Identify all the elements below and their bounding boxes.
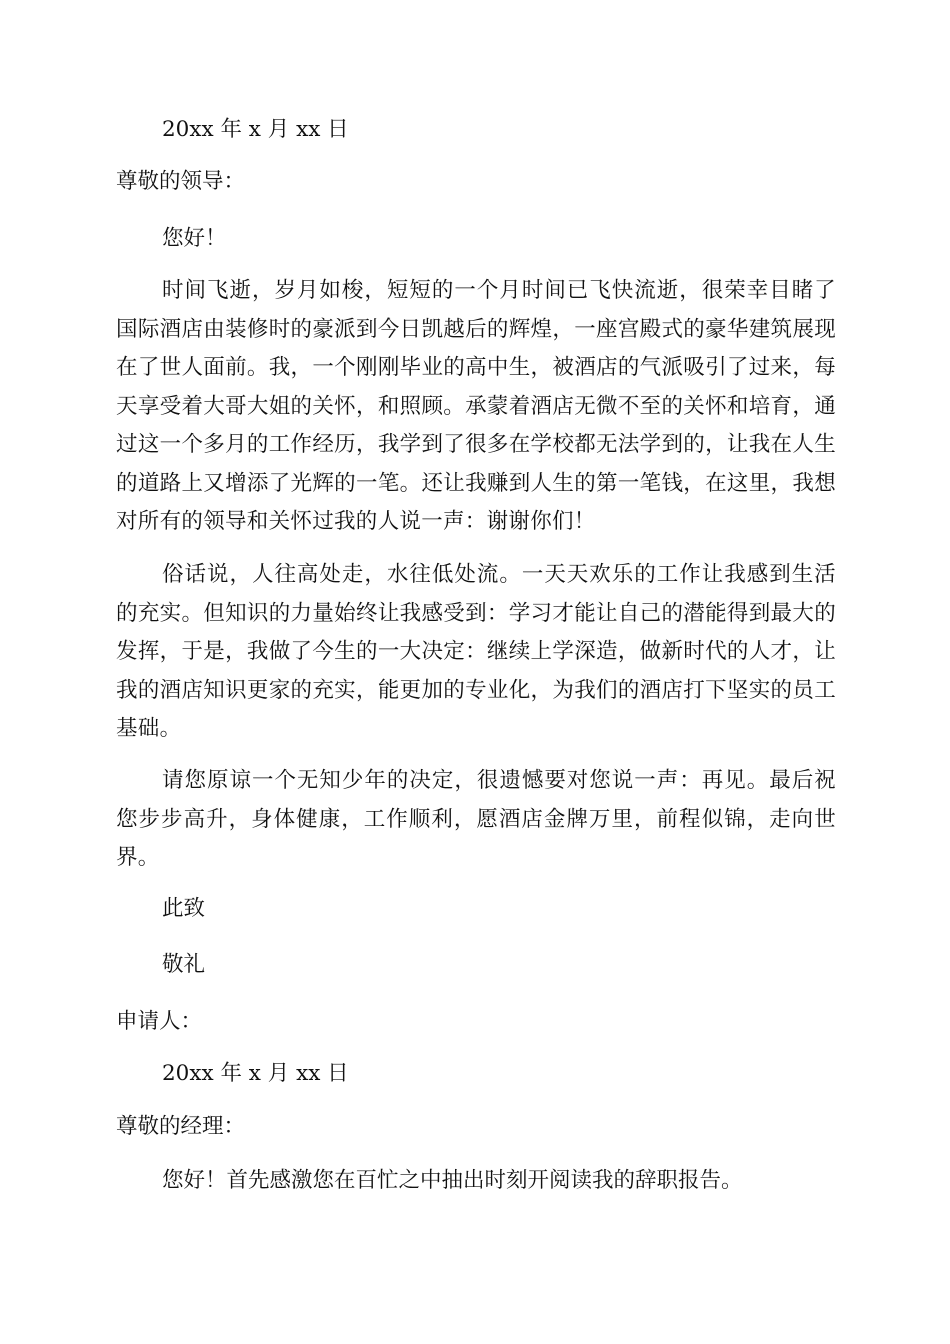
letter1-paragraph-1: 时间飞逝，岁月如梭，短短的一个月时间已飞快流逝，很荣幸目睹了国际酒店由装修时的豪派到今日凯越后的辉煌，一座宫殿式的豪华建筑展现在了世人面前。我，一个刚刚毕业的高中生，被酒店的气派吸引了过来，每天享受着大哥大姐的关怀，和照顾。承蒙着酒店无微不至的关怀和培育，通过这一个多月的工作经历，我学到了很多在学校都无法学到的，让我在人生的道路上又增添了光辉的一笔。还让我赚到人生的第一笔钱，在这里，我想对所有的领导和关怀过我的人说一声：谢谢你们！ xyxy=(116,278,836,534)
letter2-greeting: 您好！首先感激您在百忙之中抽出时刻开阅读我的辞职报告。 xyxy=(162,1168,743,1193)
letter2-salutation: 尊敬的经理： xyxy=(116,1114,246,1139)
letter1-paragraph-2: 俗话说，人往高处走，水往低处流。一天天欢乐的工作让我感到生活的充实。但知识的力量始终让我感受到：学习才能让自己的潜能得到最大的发挥，于是，我做了今生的一大决定：继续上学深造，做新时代的人才，让我的酒店知识更家的充实，能更加的专业化，为我们的酒店打下坚实的员工基础。 xyxy=(116,562,836,741)
letter1-greeting: 您好！ xyxy=(162,226,227,251)
letter1-paragraph-3: 请您原谅一个无知少年的决定，很遗憾要对您说一声：再见。最后祝您步步高升，身体健康，工作顺利，愿酒店金牌万里，前程似锦，走向世界。 xyxy=(116,768,836,870)
letter1-closing-1: 此致 xyxy=(162,896,206,921)
letter1-salutation: 尊敬的领导： xyxy=(116,169,246,194)
letter1-date: 20xx 年 x 月 xx 日 xyxy=(162,117,349,142)
letter2-date: 20xx 年 x 月 xx 日 xyxy=(162,1061,349,1086)
letter1-applicant: 申请人： xyxy=(116,1009,203,1034)
letter1-closing-2: 敬礼 xyxy=(162,952,206,977)
